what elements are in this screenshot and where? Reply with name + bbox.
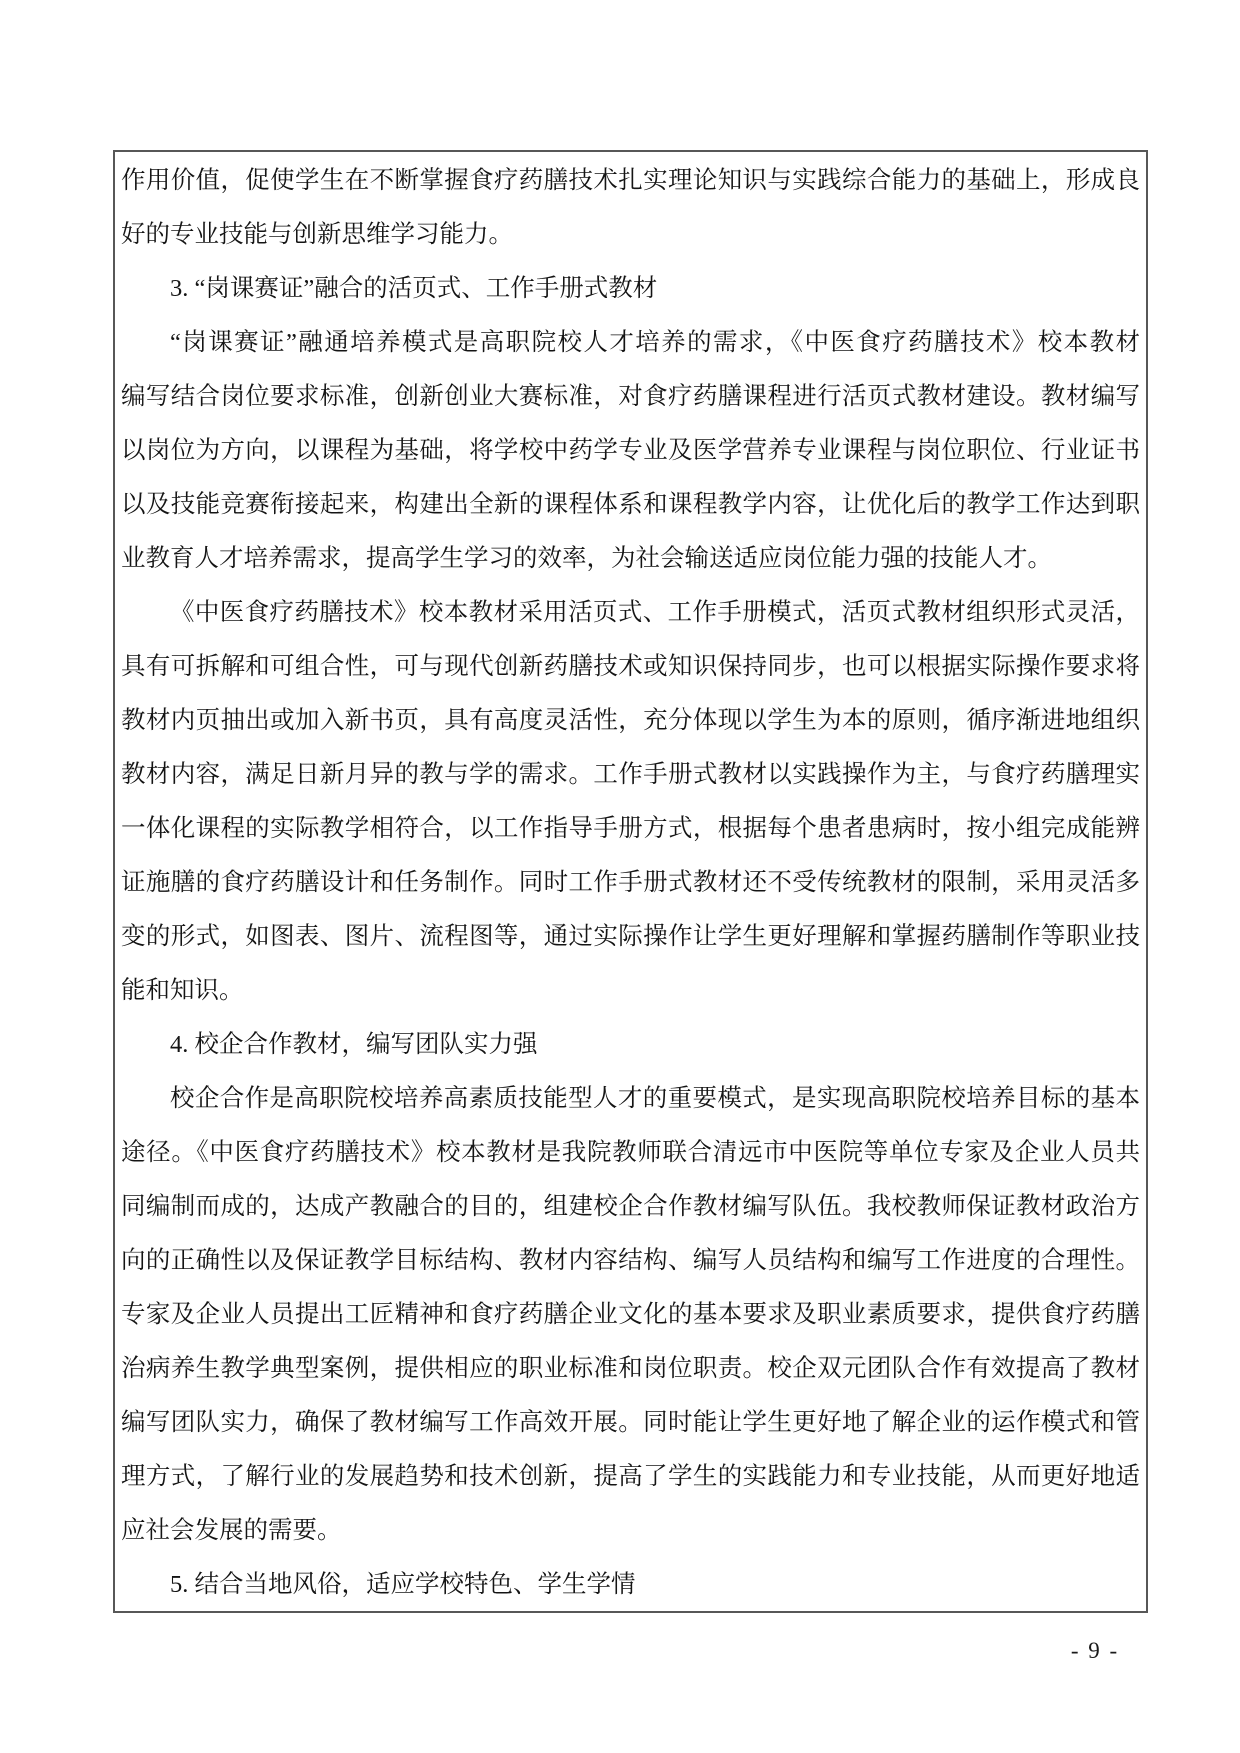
text-line: 应社会发展的需要。 (121, 1517, 342, 1544)
text-line: 校企合作是高职院校培养高素质技能型人才的重要模式，是实现高职院校培养目标的基本 (170, 1085, 1140, 1112)
page-number: - 9 - (1070, 1638, 1120, 1663)
section-heading: 3. “岗课赛证”融合的活页式、工作手册式教材 (170, 275, 658, 302)
text-line: 能和知识。 (121, 977, 244, 1004)
text-line: “岗课赛证”融通培养模式是高职院校人才培养的需求，《中医食疗药膳技术》校本教材 (170, 329, 1140, 356)
text-line: 以岗位为方向，以课程为基础，将学校中药学专业及医学营养专业课程与岗位职位、行业证书 (121, 437, 1140, 464)
text-line: 同编制而成的，达成产教融合的目的，组建校企合作教材编写队伍。我校教师保证教材政治方 (121, 1193, 1140, 1220)
text-line: 证施膳的食疗药膳设计和任务制作。同时工作手册式教材还不受传统教材的限制，采用灵活多 (121, 869, 1140, 896)
text-line: 教材内容，满足日新月异的教与学的需求。工作手册式教材以实践操作为主，与食疗药膳理实 (121, 761, 1140, 788)
text-line: 理方式，了解行业的发展趋势和技术创新，提高了学生的实践能力和专业技能，从而更好地适 (121, 1463, 1140, 1490)
text-line: 一体化课程的实际教学相符合，以工作指导手册方式，根据每个患者患病时，按小组完成能辨 (121, 815, 1140, 842)
text-line: 编写结合岗位要求标准，创新创业大赛标准，对食疗药膳课程进行活页式教材建设。教材编写 (121, 383, 1140, 410)
text-line: 向的正确性以及保证教学目标结构、教材内容结构、编写人员结构和编写工作进度的合理性。 (121, 1247, 1140, 1274)
text-line: 好的专业技能与创新思维学习能力。 (121, 221, 513, 248)
content-cell (113, 150, 1148, 1613)
text-line: 《中医食疗药膳技术》校本教材采用活页式、工作手册模式，活页式教材组织形式灵活， (170, 599, 1140, 626)
text-line: 作用价值，促使学生在不断掌握食疗药膳技术扎实理论知识与实践综合能力的基础上，形成良 (121, 167, 1140, 194)
text-line: 编写团队实力，确保了教材编写工作高效开展。同时能让学生更好地了解企业的运作模式和管 (121, 1409, 1140, 1436)
text-line: 治病养生教学典型案例，提供相应的职业标准和岗位职责。校企双元团队合作有效提高了教材 (121, 1355, 1140, 1382)
text-line: 教材内页抽出或加入新书页，具有高度灵活性，充分体现以学生为本的原则，循序渐进地组织 (121, 707, 1140, 734)
text-line: 变的形式，如图表、图片、流程图等，通过实际操作让学生更好理解和掌握药膳制作等职业技 (121, 923, 1140, 950)
section-heading: 4. 校企合作教材，编写团队实力强 (170, 1031, 538, 1058)
section-heading: 5. 结合当地风俗，适应学校特色、学生学情 (170, 1571, 636, 1598)
text-line: 具有可拆解和可组合性，可与现代创新药膳技术或知识保持同步，也可以根据实际操作要求将 (121, 653, 1140, 680)
text-line: 专家及企业人员提出工匠精神和食疗药膳企业文化的基本要求及职业素质要求，提供食疗药膳 (121, 1301, 1140, 1328)
text-line: 业教育人才培养需求，提高学生学习的效率，为社会输送适应岗位能力强的技能人才。 (121, 545, 1052, 572)
text-line: 以及技能竞赛衔接起来，构建出全新的课程体系和课程教学内容，让优化后的教学工作达到职 (121, 491, 1140, 518)
text-line: 途径。《中医食疗药膳技术》校本教材是我院教师联合清远市中医院等单位专家及企业人员共 (121, 1139, 1140, 1166)
